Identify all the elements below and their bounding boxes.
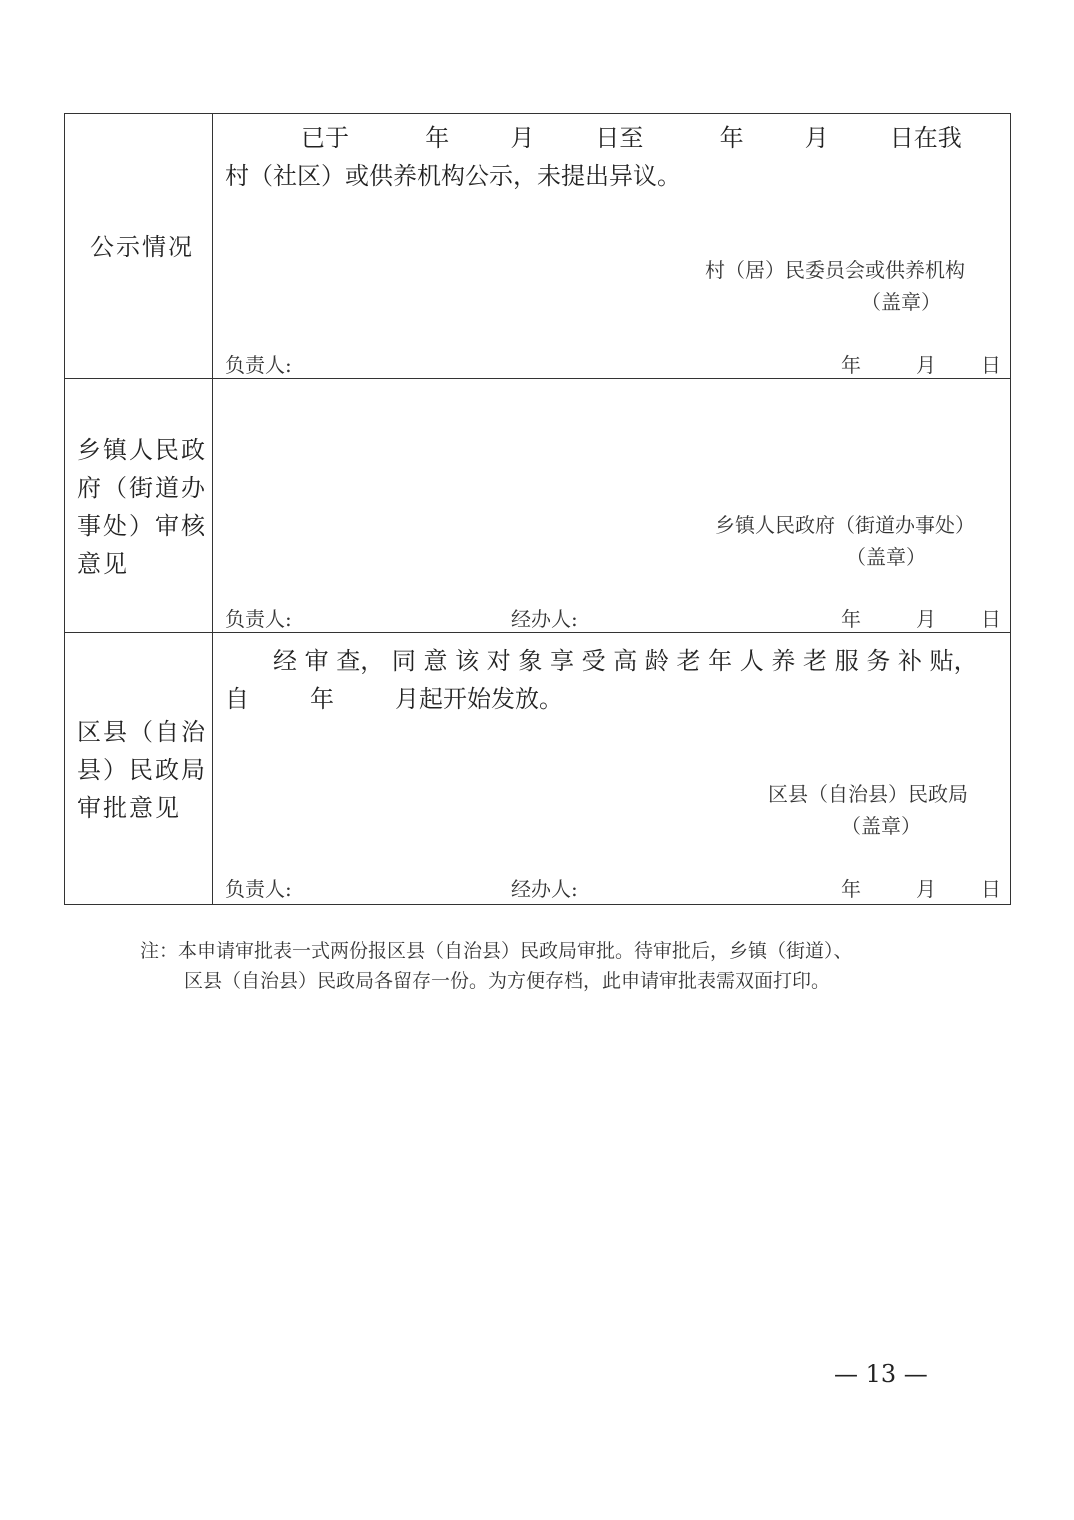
- publicity-date-year: 年: [841, 353, 861, 377]
- publicity-row: [65, 114, 1010, 379]
- township-responsible-label: 负责人:: [225, 607, 292, 631]
- publicity-date-day: 日: [981, 353, 1001, 377]
- township-label-line1: 乡镇人民政: [77, 436, 207, 464]
- county-label-line2: 县）民政局: [77, 756, 207, 784]
- township-content-cell: [213, 379, 1010, 632]
- publicity-responsible-label: 负责人:: [225, 353, 292, 377]
- publicity-seal-label: （盖章）: [861, 290, 941, 314]
- county-responsible-label: 负责人:: [225, 877, 292, 901]
- county-handler-label: 经办人:: [511, 877, 578, 901]
- county-date-year: 年: [841, 877, 861, 901]
- township-date-year: 年: [841, 607, 861, 631]
- publicity-seal-org: 村（居）民委员会或供养机构: [705, 258, 965, 282]
- township-label-line3: 事处）审核: [77, 512, 207, 540]
- publicity-label: 公示情况: [90, 233, 194, 261]
- publicity-label-cell: [65, 114, 213, 378]
- county-date-day: 日: [981, 877, 1001, 901]
- county-label-line3: 审批意见: [77, 794, 181, 822]
- township-review-row: [65, 379, 1010, 633]
- page-number: — 13 —: [834, 1360, 928, 1388]
- township-date-day: 日: [981, 607, 1001, 631]
- note-line1: 注：本申请审批表一式两份报区县（自治县）民政局审批。待审批后，乡镇（街道）、: [140, 940, 853, 962]
- publicity-text-line1: 已于 年 月 日至 年 月 日在我: [301, 124, 962, 152]
- township-handler-label: 经办人:: [511, 607, 578, 631]
- county-text-line1: 经 审 查， 同 意 该 对 象 享 受 高 龄 老 年 人 养 老 服 务 补 贴，: [273, 647, 978, 675]
- county-approval-row: [65, 633, 1010, 905]
- township-date-month: 月: [916, 607, 936, 631]
- township-seal-label: （盖章）: [846, 545, 926, 569]
- county-seal-label: （盖章）: [841, 814, 921, 838]
- township-label-line4: 意见: [77, 550, 129, 578]
- publicity-content-cell: [213, 114, 1010, 378]
- publicity-date-month: 月: [916, 353, 936, 377]
- county-seal-org: 区县（自治县）民政局: [768, 782, 968, 806]
- county-date-month: 月: [916, 877, 936, 901]
- county-label-cell: [65, 633, 213, 905]
- publicity-text-line2: 村（社区）或供养机构公示，未提出异议。: [225, 162, 681, 190]
- county-content-cell: [213, 633, 1010, 905]
- township-label-cell: [65, 379, 213, 632]
- township-seal-org: 乡镇人民政府（街道办事处）: [715, 513, 975, 537]
- county-text-line2: 自 年 月起开始发放。: [225, 685, 564, 713]
- township-label-line2: 府（街道办: [77, 474, 207, 502]
- note-line2: 区县（自治县）民政局各留存一份。为方便存档，此申请审批表需双面打印。: [184, 970, 831, 992]
- approval-form-table: [64, 113, 1011, 905]
- county-label-line1: 区县（自治: [77, 718, 207, 746]
